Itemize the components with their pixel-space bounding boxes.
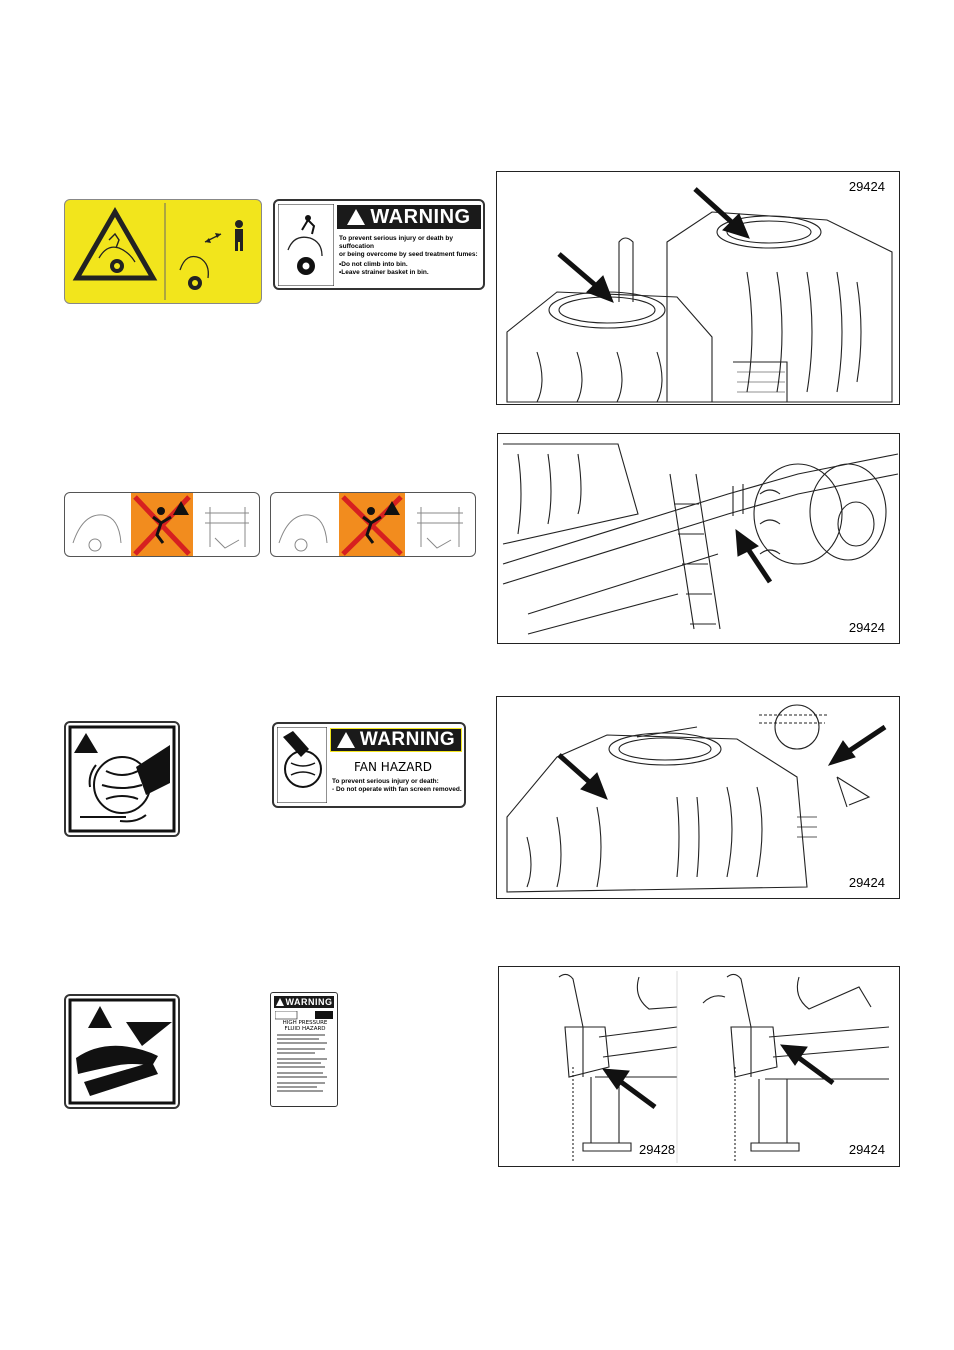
person-icon xyxy=(235,220,243,228)
suffocation-warning-decal xyxy=(273,199,485,290)
warning-message: To prevent serious injury or death by suffocation or being overcome by seed treatment fumes: •Do not climb into bin. •Leave strainer basket in bin. xyxy=(339,235,478,276)
fan-hazard-title: FAN HAZARD xyxy=(354,760,433,774)
warning-signal-header: WARNING xyxy=(274,996,334,1008)
high-pressure-fluid-warning-decal xyxy=(270,992,338,1107)
figure-number: 29424 xyxy=(848,620,885,635)
figure-number: 29424 xyxy=(848,875,885,890)
figure-number: 29424 xyxy=(848,179,885,194)
seed-bins-lid-illustration xyxy=(496,171,900,405)
fan-hazard-message: To prevent serious injury or death: - Do not operate with fan screen removed. xyxy=(332,778,462,793)
bin-and-fan-illustration xyxy=(496,696,900,899)
warning-triangle-icon xyxy=(337,732,355,748)
fan-hazard-warning-decal xyxy=(272,722,466,808)
bin-entry-pictorial-decal xyxy=(64,199,262,304)
ladder-fall-hazard-decal-left xyxy=(64,492,260,557)
warning-signal-header: WARNING xyxy=(330,728,462,752)
figure-number-right: 29424 xyxy=(848,1142,885,1157)
warning-triangle-icon xyxy=(88,1006,112,1028)
figure-number-left: 29428 xyxy=(639,1142,676,1157)
warning-triangle-icon xyxy=(347,209,365,225)
fluid-injection-pictorial-decal xyxy=(64,994,180,1109)
warning-triangle-icon xyxy=(74,733,98,753)
fan-hazard-pictorial-decal xyxy=(64,721,180,837)
jack-stand-illustration xyxy=(498,966,900,1167)
ladder-tires-illustration xyxy=(497,433,900,644)
high-pressure-title: HIGH PRESSURE FLUID HAZARD xyxy=(282,1020,328,1032)
ladder-fall-hazard-decal-right xyxy=(270,492,476,557)
warning-signal-header: WARNING xyxy=(337,205,481,229)
warning-triangle-icon xyxy=(276,998,284,1006)
